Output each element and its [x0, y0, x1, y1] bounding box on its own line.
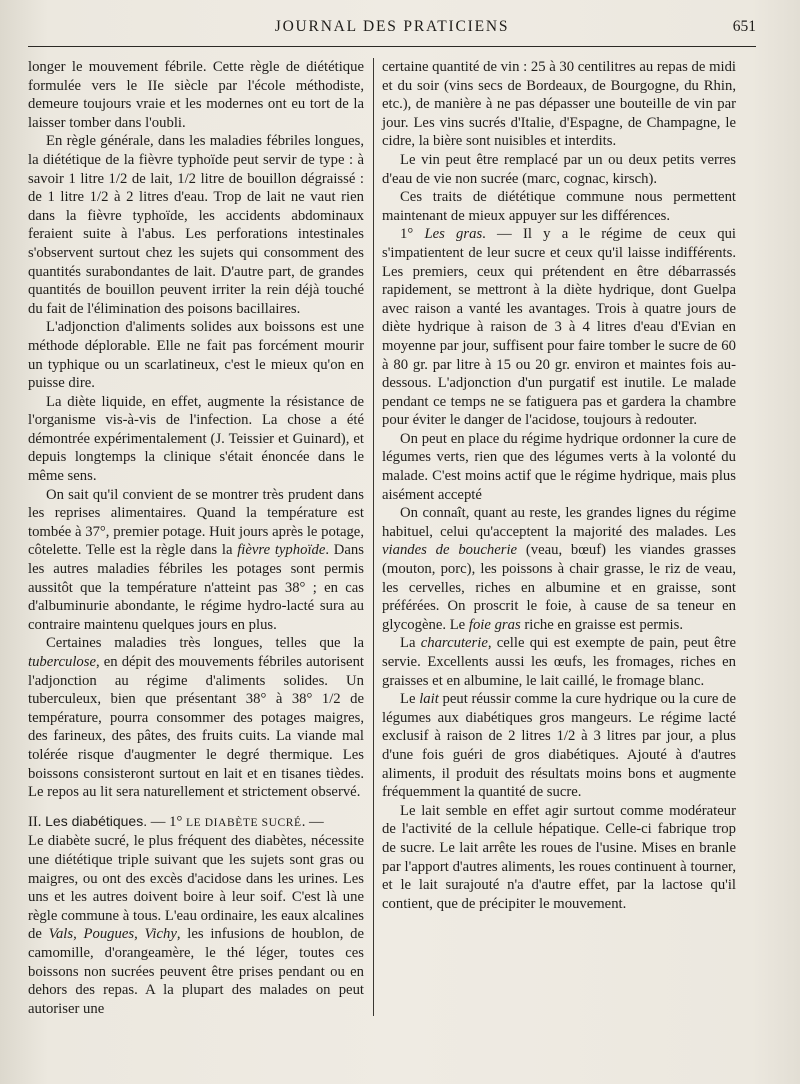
italic-run: Vals	[48, 926, 74, 943]
italic-run: Vichy	[144, 926, 177, 943]
paragraph	[28, 832, 364, 1018]
paragraph	[28, 486, 364, 635]
paragraph: L'adjonction d'aliments solides aux boissons est une méthode déplorable. Elle ne fait pas forcément mourir un typhique ou un scarlatineux, c'est le mieux qu'on en puisse dire.	[28, 319, 364, 392]
italic-run: viandes de boucherie	[382, 542, 518, 559]
italic-run: Pougues	[83, 926, 135, 943]
italic-run: Les gras	[424, 226, 483, 243]
paragraph: Le lait semble en effet agir surtout comme modérateur de l'activité de la cellule hépatique. Celle-ci fabrique trop de sucre. Le lait arrête les roues de l'usine. Mises en branle par l'apport d'autres aliments, les roues continuent à tourner, et le lait surajouté n'a d'autre effet, par la lactose qu'il contient, que de précipiter le mouvement.	[382, 802, 736, 912]
section-number: II.	[28, 813, 42, 830]
section-title: Les diabétiques.	[45, 812, 148, 829]
text-run: , celle qui est exempte de pain, peut être servie. Excellents aussi les œufs, les fromages, riches en graisses et en albumine, le lait caillé, le fromage blanc.	[382, 635, 736, 689]
text-run: Le	[400, 691, 420, 708]
italic-run: lait	[419, 691, 439, 708]
italic-run: fièvre typhoïde	[237, 542, 326, 559]
text-run: peut réussir comme la cure hydrique ou la cure de légumes aux diabétiques gros mangeurs. Le régime lacté exclusif à raison de 2 litres 1/2 à 3 litres par jour, a plus d'une fois guéri de gros diabétiques. Ajouté à d'autres aliments, il produit des résultats moins bons et augmente fréquemment la quantité de sucre.	[382, 691, 736, 801]
paragraph	[382, 225, 736, 430]
text-run: riche en graisse est permis.	[520, 616, 684, 633]
text-run: , en dépit des mouvements fébriles autorisent l'adjonction au régime d'aliments solides. Un tuberculeux, bien que présentant 38° à 38° 1/2 de température, pourra consommer des potages maigres, des farineux, des pâtes, des fruits cuits. La viande mal tolérée risque d'augmenter le degré thermique. Les boissons consisteront surtout en lait et en tisanes tièdes. Le repos au lit sera naturellement et strictement observé.	[28, 654, 364, 801]
paragraph: En règle générale, dans les maladies fébriles longues, la diététique de la fièvre typhoïde peut servir de type : à savoir 1 litre 1/2 de lait, 1/2 litre de bouillon dégraissé : de 1 litre 1/2 à 2 litres d'eau. Trop de lait ne vaut rien dans la fièvre typhoïde, les accidents abdominaux feraient suite à l'abus. Les perforations intestinales s'observent surtout chez les sujets qui consomment des quantités surabondantes de lait. D'autre part, de grandes quantités de bouillon peuvent irriter la rein déjà touché du fait de l'élimination des poisons bacillaires.	[28, 133, 364, 317]
text-run: (veau, bœuf) les viandes grasses (mouton, porc), les poissons à chair grasse, le riz de veau, les cervelles, riches en albumine et en graisse, sont préférées. On proscrit le foie, à cause de sa teneur en glycogène. Le	[382, 542, 736, 633]
text-run: , les infusions de houblon, de camomille, d'orangeamère, le thé léger, toutes ces boissons non sucrées peuvent être prises pendant ou en dehors des repas. A la plupart des malades on peut autoriser une	[28, 926, 364, 1017]
paragraph: longer le mouvement fébrile. Cette règle de diététique formulée vers le IIe siècle par l'école méthodiste, demeure toujours vraie et les modernes ont eu tort de la laisser tomber dans l'oubli.	[28, 59, 364, 131]
paragraph: Le vin peut être remplacé par un ou deux petits verres d'eau de vie non sucrée (marc, cognac, kirsch).	[382, 151, 736, 187]
column-rule	[373, 58, 374, 1016]
page-header	[28, 18, 756, 44]
section-heading	[28, 812, 364, 833]
paragraph	[28, 634, 364, 801]
italic-run: tuberculose	[28, 654, 96, 670]
text-run: . —	[301, 813, 324, 830]
paragraph: La diète liquide, en effet, augmente la résistance de l'organisme vis-à-vis de l'infection. La chose a été démontrée expérimentalement (J. Teissier et Guinard), et depuis longtemps la clinique s'était énoncée dans le même sens.	[28, 393, 364, 485]
text-run: On sait qu'il convient de se montrer très prudent dans les reprises alimentaires. Quand la température est tombée à 37°, premier potage. Huit jours après le potage, côtelette. Telle est la règle dans la	[28, 486, 364, 559]
paragraph	[382, 690, 736, 802]
text-run: On connaît, quant au reste, les grandes lignes du régime habituel, celui qu'acceptent la majorité des malades. Les	[382, 505, 736, 540]
text-run: . — Il y a le régime de ceux qui s'impatientent de leur sucre et ceux qu'il laisse indifférents. Les premiers, ceux qui prétendent en être débarrassés rapidement, se mettront à la diète hydrique, dont Guelpa avec raison a vanté les avantages. Trois à quatre jours de diète hydrique à raison de 3 à 4 litres d'eau d'Evian en moyenne par jour, suffisent pour faire tomber le sucre de 60 à 80 gr. par litre à 15 ou 20 gr. environ et maintes fois au-dessous. L'adjonction d'un purgatif est inutile. Le malade pendant ce temps ne se fatiguera pas et gardera la chambre pour éviter le danger de l'acidose, toujours à redouter.	[382, 226, 736, 429]
text-run: ,	[73, 926, 84, 943]
paragraph: On peut en place du régime hydrique ordonner la cure de légumes verts, rien que des légumes verts à la volonté du malade. C'est moins actif que le régime hydrique, mais plus aisément accepté	[382, 430, 736, 503]
paragraph: certaine quantité de vin : 25 à 30 centilitres au repas de midi et du soir (vins secs de Bordeaux, de Bourgogne, du Rhin, etc.), de manière à ne pas dépasser une bouteille de vin par jour. Les vins sucrés d'Italie, d'Espagne, de Champagne, le cidre, la bière sont nuisibles et interdits.	[382, 59, 737, 150]
text-run: 1°	[400, 226, 425, 243]
right-column	[382, 58, 736, 913]
text-run: . Dans les autres maladies fébriles les potages sont permis aussitôt que la température n'atteint pas 38° ; en cas d'albuminurie abondante, le régime hydro-lacté sura au contraire maintenu quelques jours en plus.	[28, 542, 364, 633]
paragraph: Ces traits de diététique commune nous permettent maintenant de mieux appuyer sur les différences.	[382, 189, 736, 224]
paragraph	[382, 634, 736, 690]
text-run: Certaines maladies très longues, telles que la	[46, 635, 364, 652]
text-run: Le diabète sucré, le plus fréquent des diabètes, nécessite une diététique triple suivant que les sujets sont gras ou maigres, ou ont des excès d'acidose dans les urines. Les uns et les autres doivent boire à leur soif. C'est là une règle commune à tous. L'eau ordinaire, les eaux alcalines de	[28, 833, 364, 943]
paragraph	[382, 504, 736, 634]
italic-run: foie gras	[468, 616, 521, 633]
running-title: JOURNAL DES PRATICIENS	[274, 18, 510, 35]
header-rule	[28, 46, 756, 47]
text-run: — 1°	[147, 813, 187, 830]
text-run: La	[400, 635, 421, 652]
italic-run: charcuterie	[420, 635, 488, 652]
text-run: ,	[134, 926, 145, 943]
page-number: 651	[732, 18, 756, 35]
subsection-title: LE DIABÈTE SUCRÉ	[186, 816, 302, 829]
left-column	[28, 58, 364, 1018]
